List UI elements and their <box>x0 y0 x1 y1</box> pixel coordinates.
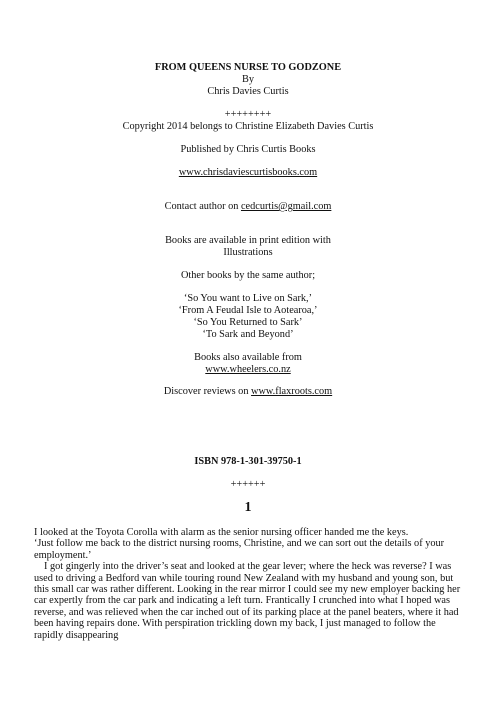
isbn-line: ISBN 978-1-301-39750-1 <box>194 456 302 467</box>
reviews-prefix: Discover reviews on <box>163 386 252 397</box>
website-link[interactable]: www.chrisdaviescurtisbooks.com <box>178 167 318 178</box>
copyright-line: Copyright 2014 belongs to Christine Elizabeth Davies Curtis <box>122 121 374 132</box>
print-edition-line-2: Illustrations <box>223 247 273 258</box>
other-books-heading: Other books by the same author; <box>180 270 316 281</box>
body-paragraph: ‘Just follow me back to the district nursing rooms, Christine, and we can sort out the details of your employment.’ <box>34 538 445 561</box>
other-book-item: ‘From A Feudal Isle to Aotearoa,’ <box>178 305 318 316</box>
separator-bottom: ++++++ <box>230 479 266 490</box>
body-paragraph: I looked at the Toyota Corolla with alarm as the senior nursing officer handed me the keys. <box>34 527 409 538</box>
publisher-line: Published by Chris Curtis Books <box>180 144 316 155</box>
flaxroots-link[interactable]: www.flaxroots.com <box>251 386 333 397</box>
contact-line <box>0 201 496 213</box>
reviews-line <box>0 386 496 398</box>
book-title: FROM QUEENS NURSE TO GODZONE <box>154 62 342 73</box>
also-available-line: Books also available from <box>194 352 302 363</box>
other-book-item: ‘To Sark and Beyond’ <box>202 329 294 340</box>
other-book-item: ‘So You Returned to Sark’ <box>193 317 303 328</box>
chapter-number: 1 <box>244 500 252 515</box>
print-edition-line-1: Books are available in print edition with <box>165 235 331 246</box>
chapter-body <box>34 527 464 641</box>
separator-top: ++++++++ <box>224 109 272 120</box>
body-paragraph: I got gingerly into the driver’s seat and looked at the gear lever; where the heck was reverse? I was used to driving a Bedford van while touring round New Zealand with my husband and young son, but this small car was rather different. Looking in the rear mirror I could see my new employer backing her car expertly from the car park and indicating a left turn. Frantically I crunched into what I hoped was reverse, and was relieved when the car inched out of its parking place at the panel beaters, where it had been having repairs done. With perspiration trickling down my back, I just managed to follow the rapidly disappearing <box>34 561 461 641</box>
wheelers-link[interactable]: www.wheelers.co.nz <box>205 364 291 375</box>
contact-prefix: Contact author on <box>164 201 241 212</box>
author-name: Chris Davies Curtis <box>207 86 289 97</box>
other-book-item: ‘So You want to Live on Sark,’ <box>183 293 313 304</box>
contact-email-link[interactable]: cedcurtis@gmail.com <box>240 201 332 212</box>
by-line: By <box>241 74 255 85</box>
